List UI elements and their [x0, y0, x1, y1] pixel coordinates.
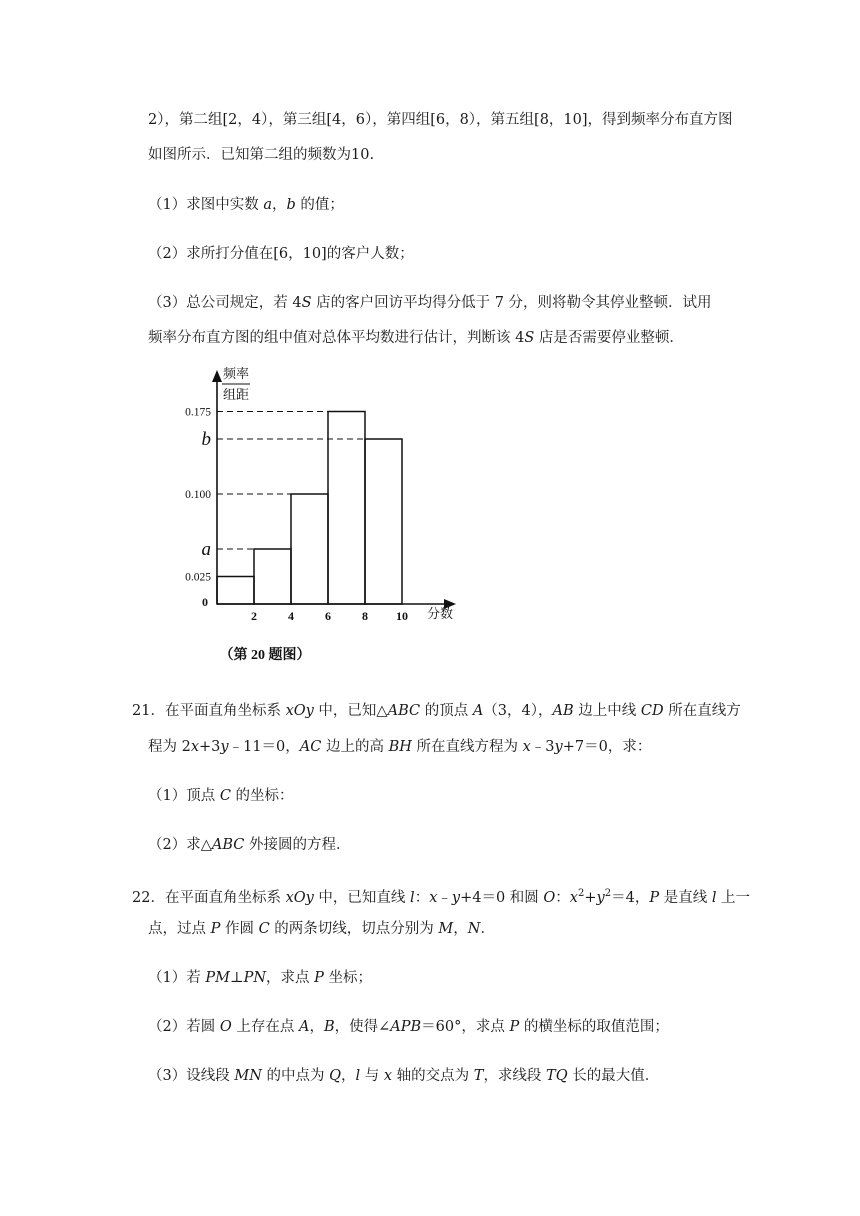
q21-line1 [132, 701, 741, 721]
y-tick-label: 0.025 [185, 571, 211, 584]
text: 的横坐标的取值范围； [519, 1019, 669, 1035]
math: xOy [285, 889, 314, 906]
q21-line2 [148, 737, 651, 757]
text: +7＝0，求： [562, 739, 652, 755]
text: 外接圆的方程． [244, 837, 351, 853]
math: x [190, 739, 200, 755]
math: P [509, 1019, 520, 1035]
math: AB [552, 703, 574, 719]
math: x [383, 1068, 393, 1084]
x-tick-labels [202, 595, 408, 623]
text: ，求线段 [483, 1068, 547, 1084]
histogram-bar [291, 494, 328, 604]
y-axis-arrow-icon [212, 370, 222, 382]
text: ，使得∠ [334, 1019, 391, 1035]
q21-part2 [148, 835, 351, 855]
text: 的坐标： [230, 788, 294, 804]
x-tick-label: 8 [362, 609, 368, 623]
math: l [711, 889, 717, 906]
math: BH [388, 739, 412, 755]
text: 上存在点 [231, 1019, 299, 1035]
text: 的两条切线，切点分别为 [269, 921, 439, 937]
part-text: （3）总公司规定，若 4 [148, 295, 302, 311]
text: ＝60°，求点 [421, 1019, 510, 1035]
math: x [569, 889, 578, 906]
text: 坐标； [323, 970, 373, 986]
math: xOy [285, 703, 314, 719]
text: （2）若圆 [148, 1019, 220, 1035]
math: Q [329, 1068, 341, 1084]
q20-part3-line1 [148, 293, 712, 313]
text: 所在直线方 [663, 703, 741, 719]
superscript: 2 [604, 888, 612, 899]
q22-part3 [148, 1066, 659, 1086]
x-tick-label: 0 [202, 595, 208, 609]
frequency-histogram [150, 362, 480, 672]
text: 中，已知直线 [313, 889, 411, 906]
text: +3 [199, 739, 221, 755]
math: O [219, 1019, 232, 1035]
text: （2）求△ [148, 837, 212, 853]
text: ． [480, 921, 495, 937]
x-tick-label: 6 [325, 609, 331, 623]
math: x [522, 739, 531, 755]
math: PN [243, 970, 267, 986]
part-text: 店的客户回访平均得分低于 7 分，则将勒令其停业整顿．试用 [311, 295, 712, 311]
text: 的顶点 [420, 703, 473, 719]
x-tick-label: 10 [396, 609, 408, 623]
q22-line1 [132, 884, 750, 908]
math: M [438, 921, 454, 937]
math: MN [234, 1068, 262, 1084]
text: 上一 [716, 889, 751, 906]
text: （3）设线段 [148, 1068, 235, 1084]
q20-part3-line2 [148, 328, 684, 348]
math: y [554, 739, 563, 755]
q22-part2 [148, 1017, 669, 1037]
text: ⊥ [229, 970, 244, 986]
math: N [467, 921, 481, 937]
histogram-bar [254, 549, 291, 604]
x-tick-label: 4 [288, 609, 294, 623]
x-tick-label: 2 [251, 609, 257, 623]
q21-part1 [148, 786, 294, 806]
var-a: a [263, 197, 272, 213]
histogram-bars [217, 412, 402, 605]
text: + [584, 889, 597, 906]
text: ： [414, 889, 430, 906]
text: 所在直线方程为 [411, 739, 523, 755]
text: 作圆 [220, 921, 259, 937]
math: y [596, 889, 605, 906]
math: T [473, 1068, 484, 1084]
q20-line2: 如图所示．已知第二组的频数为10. [148, 147, 375, 163]
chart-caption: （第 20 题图） [219, 648, 311, 663]
var-s: S [524, 330, 535, 346]
histogram-bar [217, 577, 254, 605]
math: A [298, 1019, 310, 1035]
math: P [314, 970, 324, 986]
math: TQ [546, 1068, 568, 1084]
text: ， [309, 1019, 324, 1035]
y-tick-label: b [201, 429, 211, 450]
text: ， [453, 921, 468, 937]
text: （1）若 [148, 970, 206, 986]
xlabel: 分数 [426, 606, 454, 621]
q22-line2 [148, 919, 495, 939]
math: APB [390, 1019, 422, 1035]
math: AC [299, 739, 322, 755]
part-text: （1）求图中实数 [148, 197, 264, 213]
var-b: b [286, 197, 296, 213]
text: （3，4）， [483, 703, 553, 719]
math: CD [640, 703, 664, 719]
text: 中，已知△ [313, 703, 388, 719]
y-tick-label: 0.100 [185, 489, 211, 501]
math: ABC [211, 837, 245, 853]
y-tick-labels [185, 407, 211, 584]
part-text: 店是否需要停业整顿． [534, 330, 684, 346]
text: 的中点为 [261, 1068, 330, 1084]
text: ＝4， [611, 889, 650, 906]
superscript: 2 [577, 888, 585, 899]
text: ，求点 [266, 970, 315, 986]
y-tick-label: 0.175 [185, 406, 211, 419]
math: C [258, 921, 270, 937]
math: y [451, 889, 461, 906]
var-s: S [301, 295, 312, 311]
math: B [323, 1019, 335, 1035]
text: 程为 2 [148, 739, 191, 755]
math: P [649, 889, 660, 906]
math: A [472, 703, 484, 719]
math: l [410, 889, 415, 906]
math: ABC [387, 703, 421, 719]
text: ， [341, 1068, 356, 1084]
text: 与 [360, 1068, 384, 1084]
ylabel-bottom: 组距 [222, 387, 250, 402]
math: C [219, 788, 231, 804]
text: 21．在平面直角坐标系 [132, 703, 286, 719]
text: +4＝0 和圆 [460, 889, 544, 906]
math: PM [205, 970, 230, 986]
part-text: 的值； [295, 197, 344, 213]
text: ﹣3 [530, 739, 555, 755]
text: 边上的高 [321, 739, 389, 755]
math: x [429, 889, 438, 906]
text: ﹣ [437, 889, 452, 906]
part-text: ， [272, 197, 287, 213]
math: P [210, 921, 221, 937]
q20-line1: 2），第二组[2，4），第三组[4，6），第四组[6，8），第五组[8，10]，得到频率分布直方图 [148, 112, 733, 128]
text: （1）顶点 [148, 788, 220, 804]
histogram-bar [365, 439, 402, 604]
math: O [543, 889, 556, 906]
part-text: 频率分布直方图的组中值对总体平均数进行估计，判断该 4 [148, 330, 525, 346]
histogram-bar [328, 412, 365, 605]
q22-part1 [148, 968, 372, 988]
text: ： [555, 889, 570, 906]
q20-part1 [148, 195, 344, 215]
text: 22．在平面直角坐标系 [132, 889, 286, 906]
math: y [220, 739, 229, 755]
text: 长的最大值． [567, 1068, 660, 1084]
text: ﹣11＝0， [228, 739, 300, 755]
text: 边上中线 [573, 703, 641, 719]
y-tick-label: a [201, 539, 211, 560]
text: 轴的交点为 [392, 1068, 474, 1084]
q20-part2: （2）求所打分值在[6，10]的客户人数； [148, 246, 414, 262]
text: 是直线 [659, 889, 712, 906]
text: 点，过点 [148, 921, 211, 937]
math: l [355, 1068, 361, 1084]
ylabel-top: 频率 [222, 366, 250, 381]
